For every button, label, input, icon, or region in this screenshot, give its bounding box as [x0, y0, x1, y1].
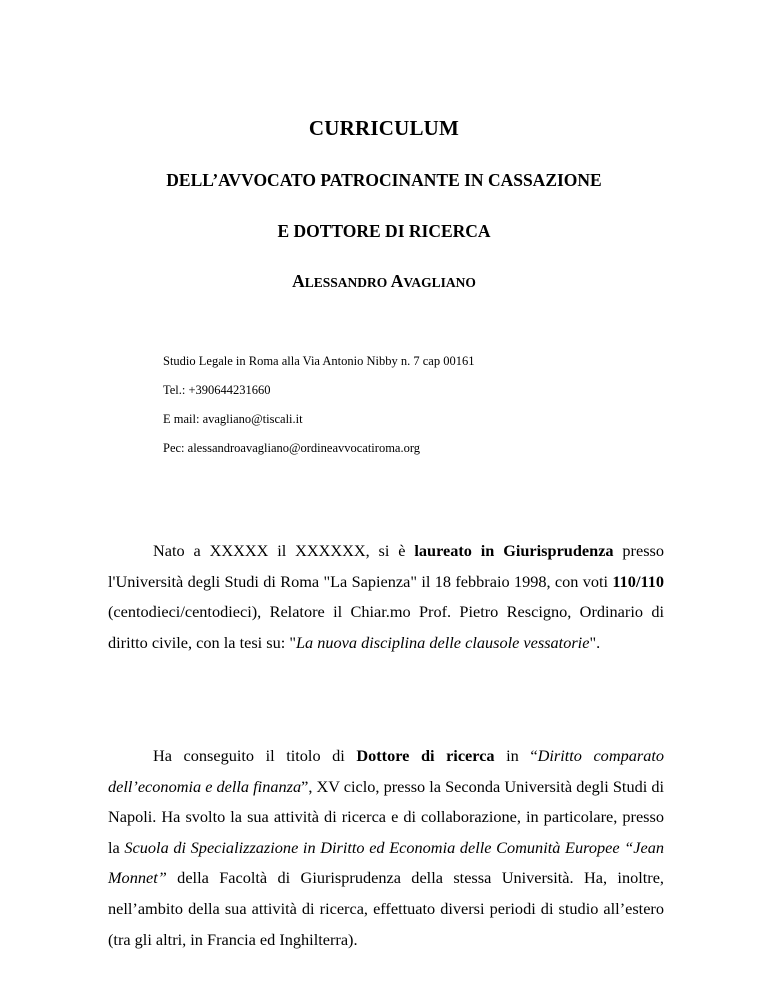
first-name-initial: A	[292, 271, 305, 291]
school-name: Scuola di Specializzazione in Diritto ed Economia delle Comunità Europee “Jean Monnet”	[108, 837, 665, 888]
document-subtitle-profession: DELL’AVVOCATO PATROCINANTE IN CASSAZIONE	[166, 170, 602, 190]
text-run: della Facoltà di Giurisprudenza della stessa Università. Ha, inoltre, nell’ambito della sua attività di ricerca, effettuato diversi periodi di studio all’estero (tra gli altri, in Francia ed Inghilterra).	[108, 868, 664, 949]
first-name-rest: LESSANDRO	[304, 275, 388, 290]
contact-block	[163, 347, 474, 463]
text-run: ”, XV ciclo, presso la Seconda Università degli Studi di Napoli. Ha svolto la sua attività di ricerca e di collaborazione, in particolare, presso la	[108, 776, 664, 857]
degree-highlight: laureato in Giurisprudenza	[414, 541, 614, 560]
thesis-title: La nuova disciplina delle clausole vessatorie	[295, 632, 590, 652]
document-title: CURRICULUM	[308, 116, 460, 140]
text-run: ".	[589, 632, 601, 652]
phone-number: Tel.: +390644231660	[163, 383, 271, 397]
text-run: Nato a XXXXX il XXXXXX, si è	[153, 541, 415, 560]
text-run: Ha conseguito il titolo di	[153, 746, 357, 765]
pec-address: Pec: alessandroavagliano@ordineavvocatiroma.org	[163, 441, 421, 455]
education-paragraph	[108, 536, 664, 658]
person-name	[0, 271, 768, 292]
text-run: (centodieci/centodieci), Relatore il Chiar.mo Prof. Pietro Rescigno, Ordinario di diritto civile, con la tesi su: "	[108, 602, 664, 652]
text-run: presso l'Università degli Studi di Roma "La Sapienza" il 18 febbraio 1998, con voti	[108, 541, 665, 591]
office-address: Studio Legale in Roma alla Via Antonio Nibby n. 7 cap 00161	[163, 354, 475, 368]
last-name-initial: A	[390, 271, 404, 291]
phd-highlight: Dottore di ricerca	[356, 746, 495, 765]
phd-paragraph	[108, 741, 664, 955]
text-run: in “	[494, 746, 538, 765]
grade-highlight: 110/110	[612, 571, 664, 591]
document-subtitle-degree: E DOTTORE DI RICERCA	[277, 221, 491, 241]
phd-program-title: Diritto comparato dell’economia e della finanza	[108, 746, 665, 796]
last-name-rest: VAGLIANO	[403, 275, 476, 290]
email-address: E mail: avagliano@tiscali.it	[163, 412, 303, 426]
